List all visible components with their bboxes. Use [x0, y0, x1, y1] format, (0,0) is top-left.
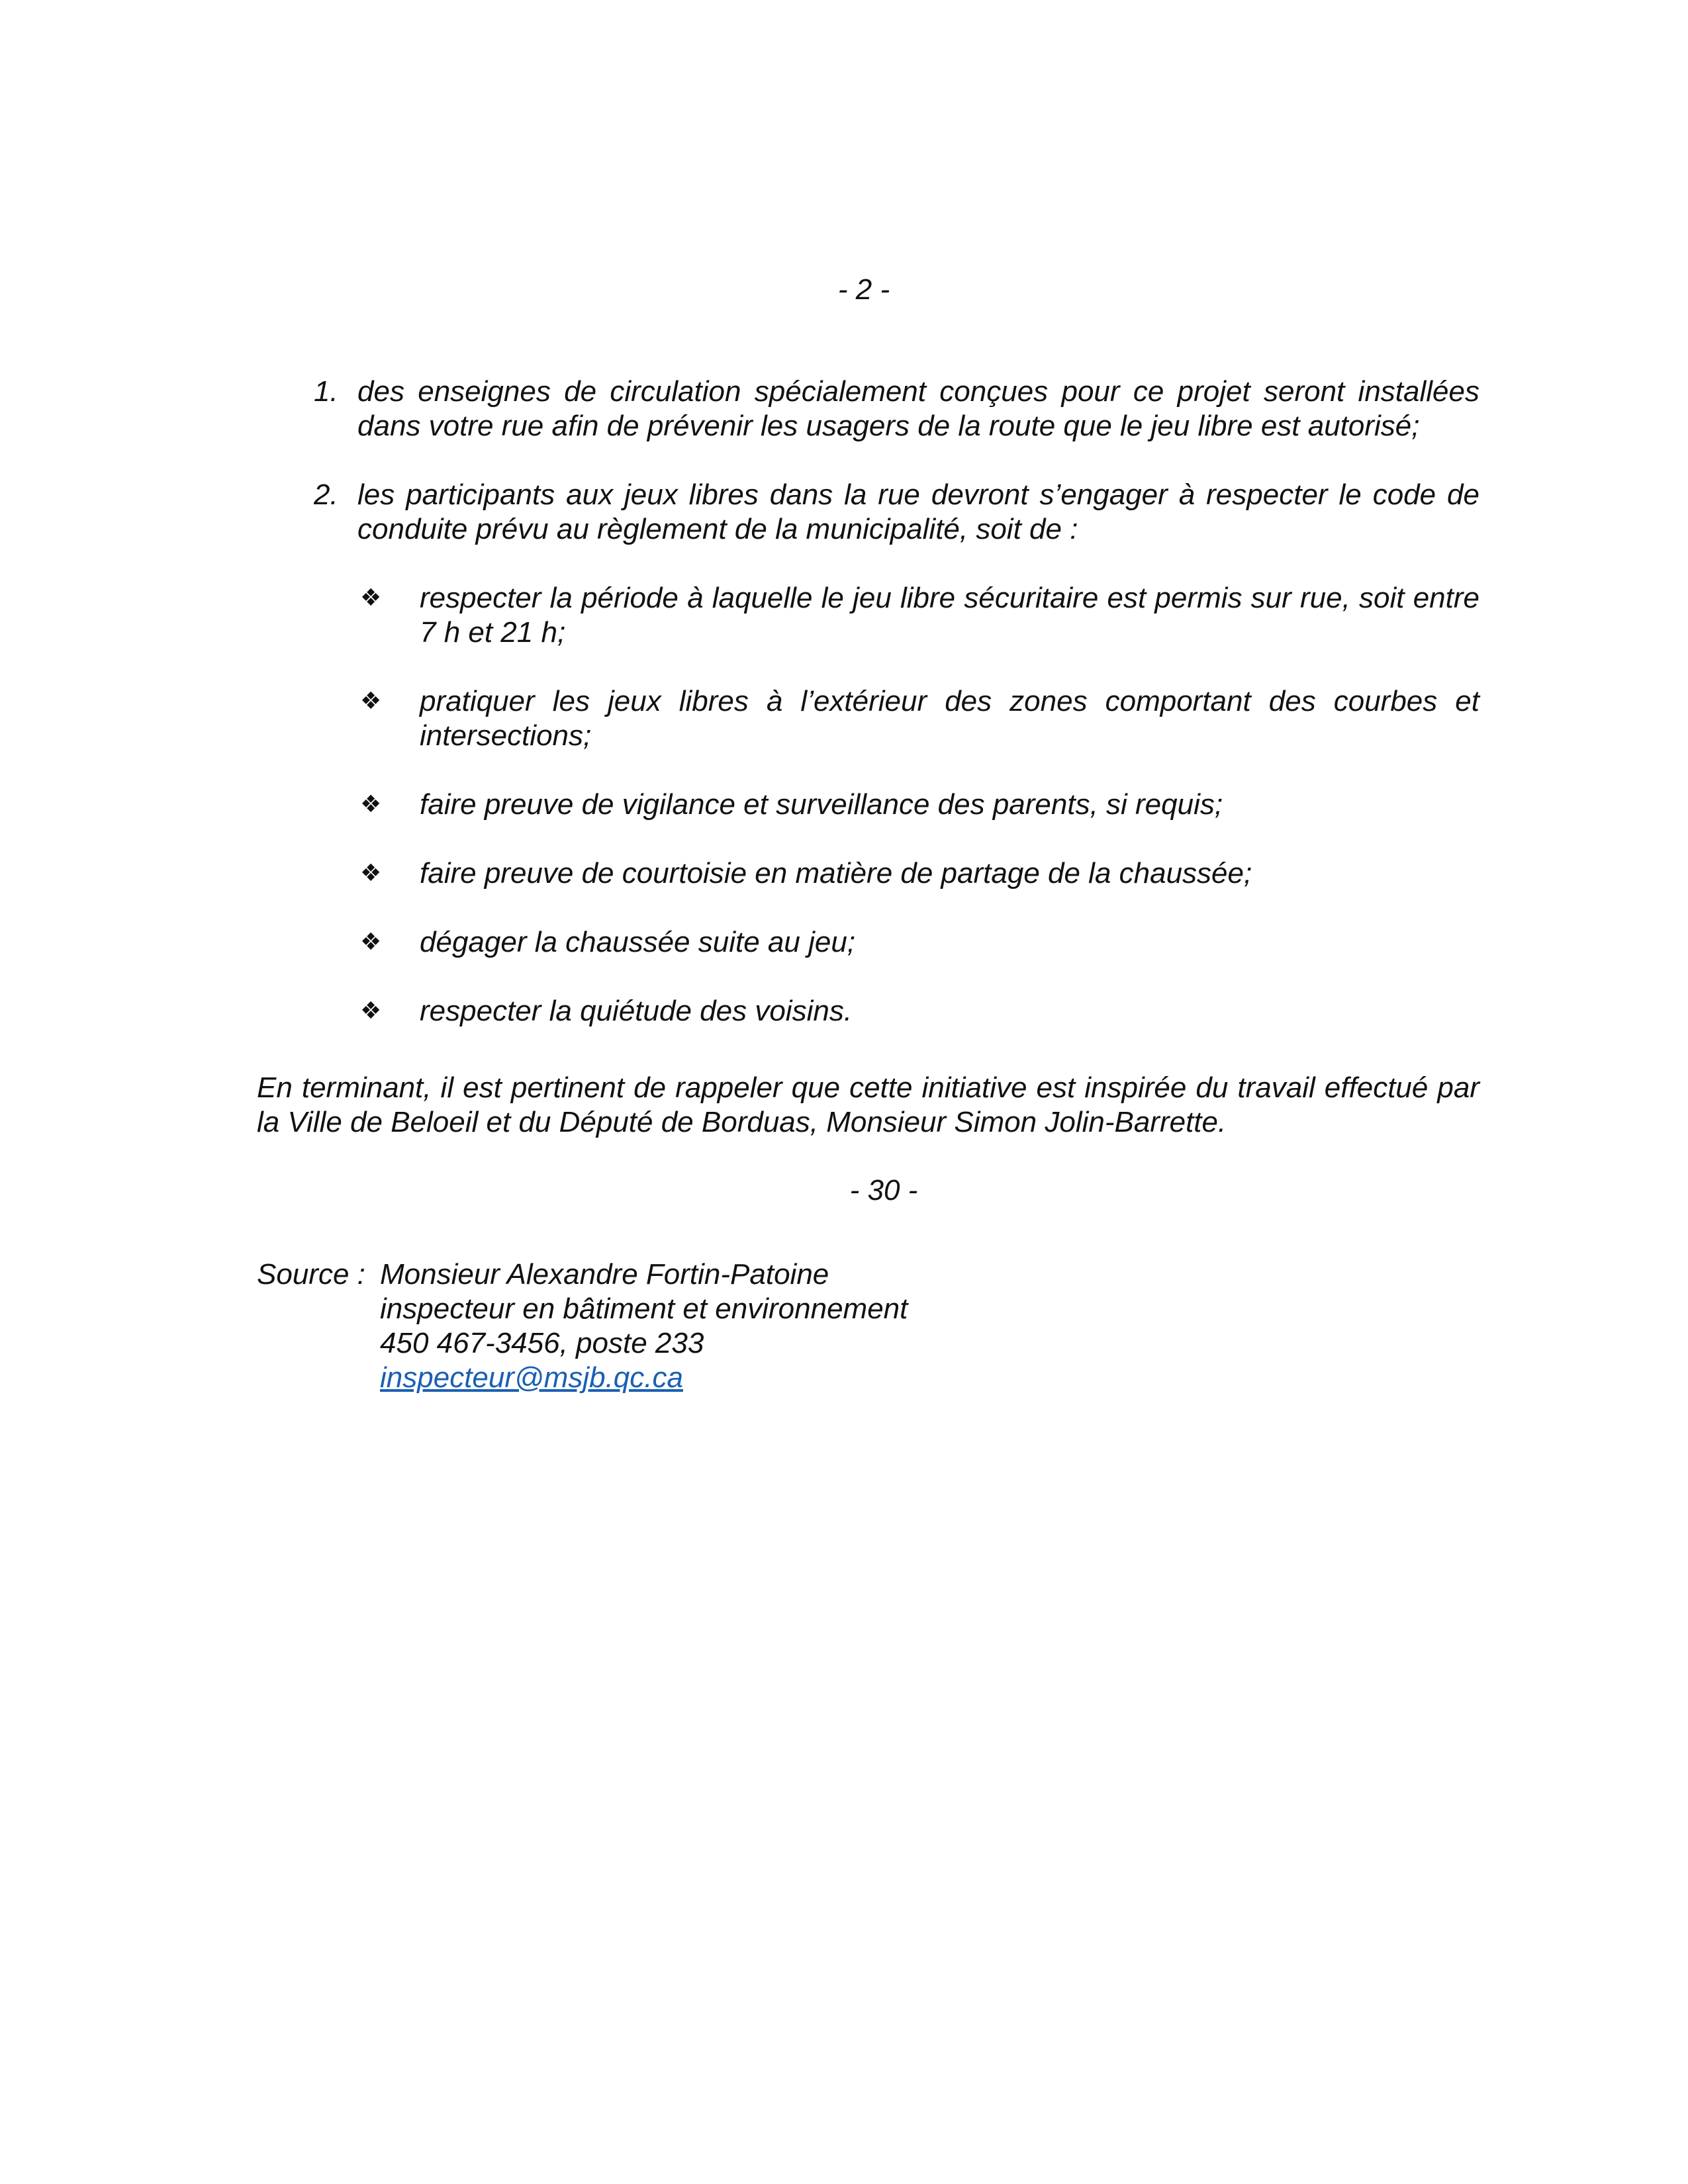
bullet-item — [312, 856, 1479, 891]
diamond-bullet-icon: ❖ — [360, 584, 382, 612]
end-marker: - 30 - — [849, 1174, 918, 1206]
bullet-text: faire preuve de vigilance et surveillance des parents, si requis; — [420, 788, 1223, 821]
bullet-text: faire preuve de courtoisie en matière de partage de la chaussée; — [420, 857, 1252, 889]
diamond-bullet-icon: ❖ — [360, 791, 382, 818]
source-block — [257, 1257, 908, 1395]
item-number: 2. — [314, 478, 338, 511]
bullet-item — [312, 684, 1479, 753]
bullet-item — [312, 788, 1479, 822]
closing-paragraph: En terminant, il est pertinent de rappeler que cette initiative est inspirée du travail effectué par la Ville de Beloeil et du Député de Borduas, Monsieur Simon Jolin-Barrette. — [257, 1071, 1479, 1138]
source-label: Source : — [257, 1258, 365, 1291]
item-text: des enseignes de circulation spécialement conçues pour ce projet seront installées dans votre rue afin de prévenir les usagers de la route que le jeu libre est autorisé; — [357, 375, 1479, 442]
bullet-text: pratiquer les jeux libres à l’extérieur des zones comportant des courbes et intersections; — [420, 685, 1479, 752]
source-email-link[interactable]: inspecteur@msjb.qc.ca — [380, 1361, 683, 1394]
diamond-bullet-icon: ❖ — [360, 860, 382, 887]
bullet-item — [312, 925, 1479, 960]
source-details — [380, 1257, 908, 1395]
diamond-bullet-icon: ❖ — [360, 688, 382, 715]
numbered-item-2 — [305, 478, 1479, 547]
source-phone: 450 467-3456, poste 233 — [380, 1327, 704, 1359]
bullet-text: respecter la quiétude des voisins. — [420, 995, 853, 1027]
bullet-text: respecter la période à laquelle le jeu libre sécuritaire est permis sur rue, soit entre 7 h et 21 h; — [420, 582, 1479, 649]
item-text: les participants aux jeux libres dans la rue devront s’engager à respecter le code de conduite prévu au règlement de la municipalité, soit de : — [357, 478, 1479, 545]
diamond-bullet-icon: ❖ — [360, 997, 382, 1024]
bullet-item — [312, 581, 1479, 650]
bullet-list — [312, 581, 1479, 1028]
numbered-list — [305, 375, 1479, 1063]
source-title: inspecteur en bâtiment et environnement — [380, 1293, 908, 1325]
source-name: Monsieur Alexandre Fortin-Patoine — [380, 1258, 829, 1291]
page-number: - 2 - — [837, 273, 890, 306]
item-number: 1. — [314, 375, 338, 408]
bullet-text: dégager la chaussée suite au jeu; — [420, 926, 856, 958]
diamond-bullet-icon: ❖ — [360, 929, 382, 956]
numbered-item-1 — [305, 375, 1479, 443]
bullet-item — [312, 994, 1479, 1028]
